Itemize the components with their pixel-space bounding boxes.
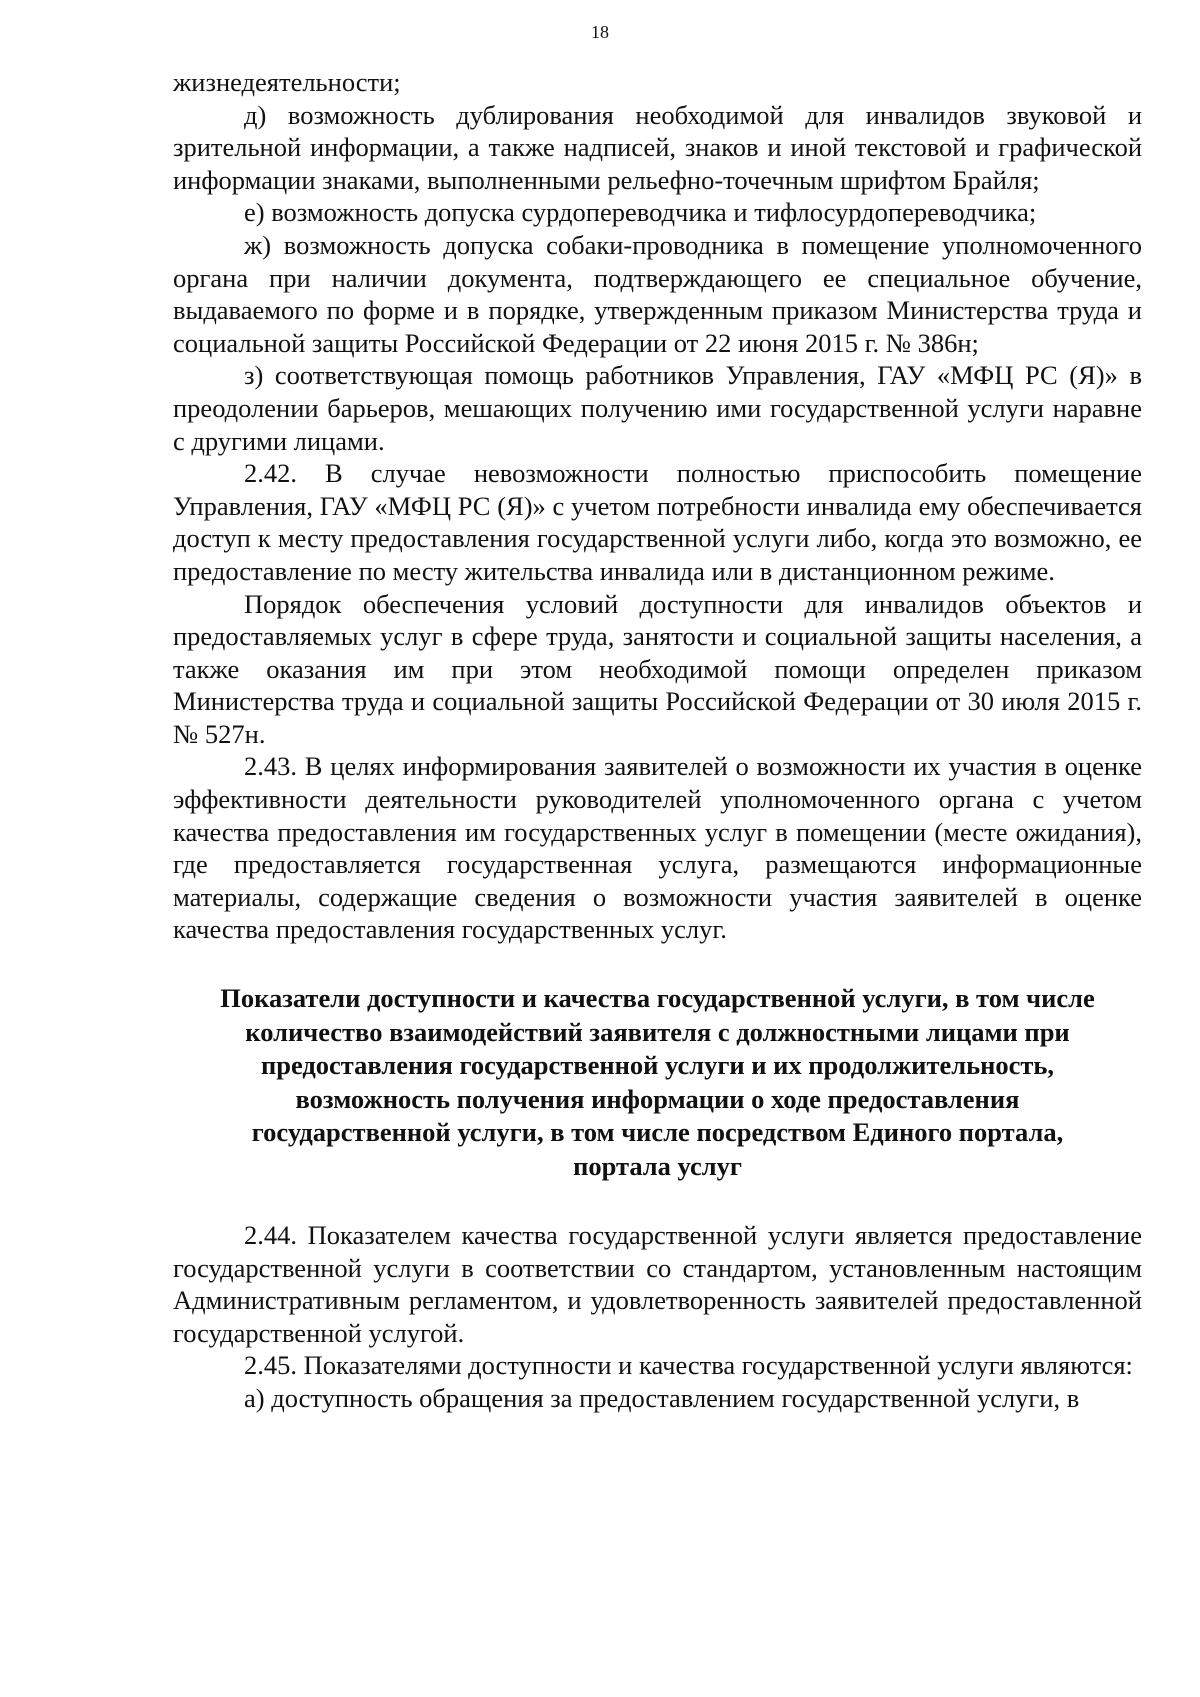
list-item-a: а) доступность обращения за предоставлением государственной услуги, в <box>244 1383 1080 1413</box>
list-item-zh: ж) возможность допуска собаки-проводника в помещение уполномоченного органа при наличии документа, подтверждающего ее специальное обучение, выдаваемого по форме и в порядке, утвержденным приказом Министерства труда и социальной защиты Российской Федерации от 22 июня 2015 г. № 386н; <box>173 229 1142 358</box>
paragraph-procedure: Порядок обеспечения условий доступности для инвалидов объектов и предоставляемых услуг в сфере труда, занятости и социальной защиты населения, а также оказания им при этом необходимой помощи определен приказом Министерства труда и социальной защиты Российской Федерации от 30 июля 2015 г. № 527н. <box>173 588 1142 749</box>
paragraph-continuation: жизнедеятельности; <box>173 67 401 97</box>
list-item-z: з) соответствующая помощь работников Управления, ГАУ «МФЦ РС (Я)» в преодолении барьеров, мешающих получению ими государственной услуги наравне с другими лицами. <box>173 360 1142 456</box>
clause-2-44: 2.44. Показателем качества государственной услуги является предоставление государственной услуги в соответствии со стандартом, установленным настоящим Административным регламентом, и удовлетворенность заявителей предоставленной государственной услугой. <box>173 1220 1142 1348</box>
clause-2-45: 2.45. Показателями доступности и качества государственной услуги являются: <box>244 1350 1133 1381</box>
section-heading: Показатели доступности и качества государственной услуги, в том числе количество взаимодействий заявителя с должностными лицами при предоставления государственной услуги и их продолжительность, возможность получения информации о ходе предоставления государственной услуги, в том числе посредством Единого портала, портала услуг <box>220 983 1095 1181</box>
clause-2-42: 2.42. В случае невозможности полностью приспособить помещение Управления, ГАУ «МФЦ РС (Я)» с учетом потребности инвалида ему обеспечивается доступ к месту предоставления государственной услуги либо, когда это возможно, ее предоставление по месту жительства инвалида или в дистанционном режиме. <box>173 458 1142 586</box>
page-number: 18 <box>591 22 609 42</box>
document-body <box>173 66 1142 1415</box>
list-item-e: е) возможность допуска сурдопереводчика и тифлосурдопереводчика; <box>244 197 1037 228</box>
list-item-d: д) возможность дублирования необходимой для инвалидов звуковой и зрительной информации, а также надписей, знаков и иной текстовой и графической информации знаками, выполненными рельефно-точечным шрифтом Брайля; <box>173 99 1142 195</box>
clause-2-43: 2.43. В целях информирования заявителей о возможности их участия в оценке эффективности деятельности руководителей уполномоченного органа с учетом качества предоставления им государственных услуг в помещении (месте ожидания), где предоставляется государственная услуга, размещаются информационные материалы, содержащие сведения о возможности участия заявителей в оценке качества предоставления государственных услуг. <box>173 751 1142 945</box>
